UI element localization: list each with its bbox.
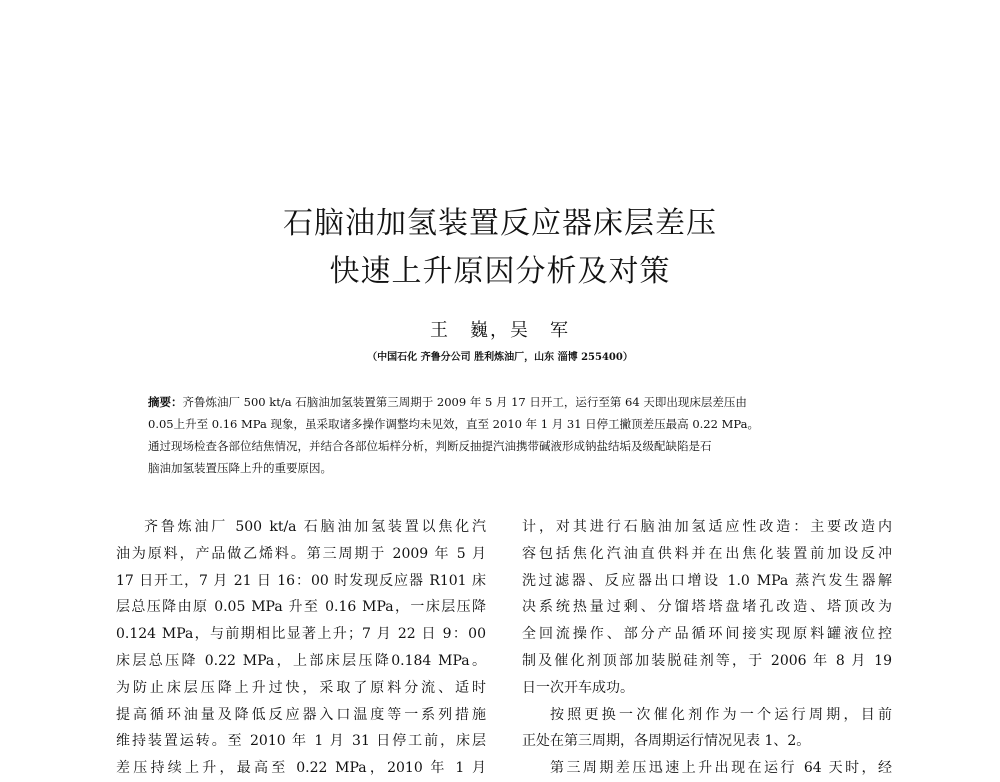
author-1: 王 巍 <box>430 320 490 341</box>
abstract-line <box>148 391 858 413</box>
abstract-line: 通过现场检查各部位结焦情况，并结合各部位垢样分析，判断反抽提汽油携带碱液形成钠盐结垢及级配缺陷是石 <box>148 439 712 453</box>
body-line: 差压持续上升，最高至 0.22 MPa，2010 年 1 月 <box>116 760 486 777</box>
abstract-label: 摘要： <box>148 395 183 409</box>
body-line: 层总压降由原 0.05 MPa 升至 0.16 MPa，一床层压降 <box>116 599 486 616</box>
body-line: 第三周期差压迅速上升出现在运行 64 天时，经 <box>550 760 892 777</box>
body-line: 全回流操作、部分产品循环间接实现原料罐液位控 <box>522 626 892 643</box>
body-line: 计，对其进行石脑油加氢适应性改造：主要改造内 <box>522 519 892 535</box>
abstract <box>148 391 858 479</box>
body-line: 维持装置运转。至 2010 年 1 月 31 日停工前，床层 <box>116 733 486 750</box>
abstract-line: 脑油加氢装置压降上升的重要原因。 <box>148 461 332 475</box>
author-list <box>0 316 1000 342</box>
paper-title-line-2: 快速上升原因分析及对策 <box>329 254 671 289</box>
body-line: 17 日开工，7 月 21 日 16：00 时发现反应器 R101 床 <box>116 572 486 589</box>
body-line: 为防止床层压降上升过快，采取了原料分流、适时 <box>116 679 486 696</box>
body-line: 正处在第三周期，各周期运行情况见表 1、2。 <box>522 733 811 750</box>
body-column-right <box>522 514 892 782</box>
author-separator: ， <box>490 320 510 341</box>
body-line: 0.124 MPa，与前期相比显著上升；7 月 22 日 9：00 <box>116 626 486 643</box>
body-line: 床层总压降 0.22 MPa，上部床层压降0.184 MPa。 <box>116 652 486 669</box>
abstract-line-text: 齐鲁炼油厂 500 kt/a 石脑油加氢装置第三周期于 2009 年 5 月 17 日开工，运行至第 64 天即出现床层差压由 <box>182 395 747 409</box>
abstract-line: 0.05上升至 0.16 MPa 现象，虽采取诸多操作调整均未见效，直至 2010 年 1 月 31 日停工撇顶差压最高 0.22 MPa。 <box>148 417 759 431</box>
body-line: 日一次开车成功。 <box>522 679 634 696</box>
body-line: 洗过滤器、反应器出口增设 1.0 MPa 蒸汽发生器解 <box>522 572 892 589</box>
body-line: 按照更换一次催化剂作为一个运行周期，目前 <box>550 706 892 723</box>
paper-title-line-1: 石脑油加氢装置反应器床层差压 <box>283 206 717 241</box>
body-line: 齐鲁炼油厂 500 kt/a 石脑油加氢装置以焦化汽 <box>144 519 486 535</box>
body-column-left <box>116 514 486 782</box>
body-line: 决系统热量过剩、分馏塔塔盘堵孔改造、塔顶改为 <box>522 599 892 616</box>
body-line: 容包括焦化汽油直供料并在出焦化装置前加设反冲 <box>522 545 892 562</box>
body-line: 油为原料，产品做乙烯料。第三周期于 2009 年 5 月 <box>116 545 486 562</box>
body-line: 提高循环油量及降低反应器入口温度等一系列措施 <box>116 706 486 723</box>
author-2: 吴 军 <box>510 320 570 341</box>
body-line: 制及催化剂顶部加装脱硅剂等，于 2006 年 8 月 19 <box>522 652 892 669</box>
affiliation: （中国石化 齐鲁分公司 胜利炼油厂，山东 淄博 255400） <box>367 352 633 363</box>
